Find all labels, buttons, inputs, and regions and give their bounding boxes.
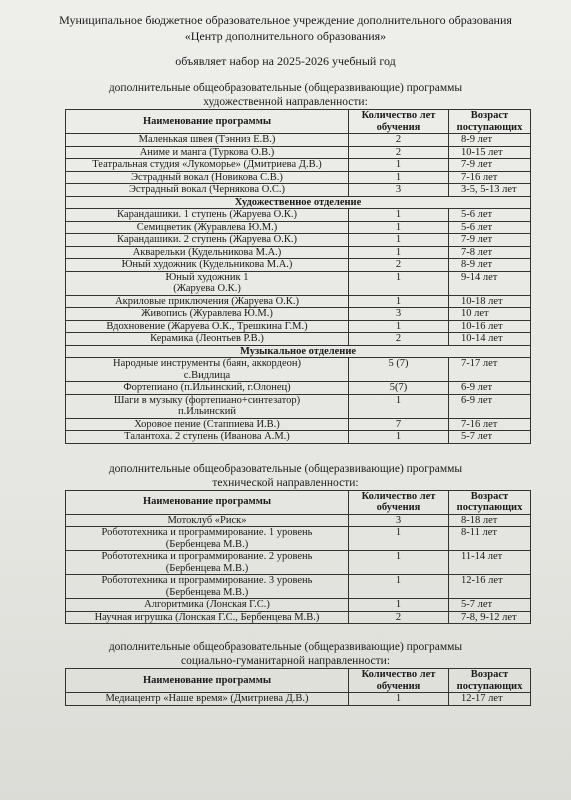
age-cell: 5-7 лет xyxy=(449,599,531,612)
table-header-row xyxy=(66,490,531,514)
program-name-cell xyxy=(66,295,349,308)
age-cell: 12-17 лет xyxy=(449,693,531,706)
program-name-cell xyxy=(66,308,349,321)
years-cell: 1 xyxy=(349,527,449,551)
institution-name: Муниципальное бюджетное образовательное учреждение дополнительного образования xyxy=(59,13,512,27)
program-name-cell xyxy=(66,184,349,197)
table-row xyxy=(66,146,531,159)
program-name-cell xyxy=(66,333,349,346)
program-name-cell xyxy=(66,527,349,551)
age-cell: 7-9 лет xyxy=(449,159,531,172)
programs-table xyxy=(65,490,531,625)
program-name-line2: п.Ильинский xyxy=(177,406,237,417)
table-row xyxy=(66,308,531,321)
age-cell: 8-18 лет xyxy=(449,514,531,527)
age-cell: 7-9 лет xyxy=(449,234,531,247)
program-name: Юный художник 1 xyxy=(165,271,249,283)
program-name-cell xyxy=(66,394,349,418)
column-header-years: Количество лет обучения xyxy=(349,669,449,693)
years-cell: 1 xyxy=(349,295,449,308)
program-name-cell xyxy=(66,146,349,159)
table-row xyxy=(66,611,531,624)
program-name-cell xyxy=(66,611,349,624)
age-cell: 8-9 лет xyxy=(449,134,531,147)
table-row xyxy=(66,382,531,395)
table-row xyxy=(66,246,531,259)
program-name: Шаги в музыку (фортепиано+синтезатор) xyxy=(113,394,301,406)
program-name: Эстрадный вокал (Новикова С.В.) xyxy=(131,171,283,183)
years-cell: 5 (7) xyxy=(349,358,449,382)
section-title: дополнительные общеобразовательные (общеразвивающие) программы xyxy=(108,462,463,475)
years-cell: 7 xyxy=(349,418,449,431)
program-name: Вдохновение (Жаруева О.К., Трешкина Г.М.) xyxy=(106,320,308,332)
years-cell: 1 xyxy=(349,246,449,259)
table-row xyxy=(66,259,531,272)
years-cell: 1 xyxy=(349,159,449,172)
age-cell: 10-14 лет xyxy=(449,333,531,346)
table-row xyxy=(66,184,531,197)
age-cell: 6-9 лет xyxy=(449,394,531,418)
program-name-cell xyxy=(66,159,349,172)
age-cell: 7-8, 9-12 лет xyxy=(449,611,531,624)
age-cell: 7-16 лет xyxy=(449,418,531,431)
table-row xyxy=(66,295,531,308)
table-row xyxy=(66,271,531,295)
age-cell: 10 лет xyxy=(449,308,531,321)
table-row xyxy=(66,551,531,575)
table-row xyxy=(66,221,531,234)
programs-table xyxy=(65,109,531,444)
program-name-cell xyxy=(66,599,349,612)
program-name-cell xyxy=(66,271,349,295)
program-name: Медиацентр «Наше время» (Дмитриева Д.В.) xyxy=(105,693,309,704)
program-name: Алгоритмика (Лонская Г.С.) xyxy=(144,599,270,610)
age-cell: 10-18 лет xyxy=(449,295,531,308)
program-name-cell xyxy=(66,418,349,431)
age-cell: 8-9 лет xyxy=(449,259,531,272)
program-name-cell xyxy=(66,246,349,259)
years-cell: 2 xyxy=(349,134,449,147)
age-cell: 9-14 лет xyxy=(449,271,531,295)
program-name-cell xyxy=(66,382,349,395)
table-row xyxy=(66,209,531,222)
column-header-age: Возраст поступающих xyxy=(449,669,531,693)
department-title: Музыкальное отделение xyxy=(66,345,531,358)
department-row xyxy=(66,196,531,209)
program-name: Мотоклуб «Риск» xyxy=(167,514,247,526)
institution-title: «Центр дополнительного образования» xyxy=(184,29,387,43)
program-name: Хоровое пение (Стаппиева И.В.) xyxy=(134,418,280,430)
program-name: Керамика (Леонтьев Р.В.) xyxy=(150,333,264,344)
age-cell: 7-16 лет xyxy=(449,171,531,184)
program-name: Робототехника и программирование. 1 уровень xyxy=(101,527,313,538)
program-name-line2: с.Видлица xyxy=(183,369,231,381)
years-cell: 1 xyxy=(349,599,449,612)
years-cell: 3 xyxy=(349,308,449,321)
program-name: Театральная студия «Лукоморье» (Дмитриева Д.В.) xyxy=(92,159,322,170)
table-row xyxy=(66,320,531,333)
section-title: дополнительные общеобразовательные (общеразвивающие) программы xyxy=(108,641,463,653)
program-name-cell xyxy=(66,234,349,247)
program-name: Народные инструменты (баян, аккордеон) xyxy=(112,358,302,369)
program-name-cell xyxy=(66,551,349,575)
program-name-cell xyxy=(66,171,349,184)
program-name-cell xyxy=(66,575,349,599)
program-name-line2: (Бербенцева М.В.) xyxy=(165,538,249,550)
section-title: дополнительные общеобразовательные (общеразвивающие) программы xyxy=(108,82,463,94)
years-cell: 2 xyxy=(349,611,449,624)
department-title: Художественное отделение xyxy=(66,196,531,209)
table-row xyxy=(66,159,531,172)
announcement: объявляет набор на 2025-2026 учебный год xyxy=(175,54,396,68)
age-cell: 3-5, 5-13 лет xyxy=(449,184,531,197)
years-cell: 5(7) xyxy=(349,382,449,395)
programs-table xyxy=(65,668,531,706)
program-name: Аниме и манга (Туркова О.В.) xyxy=(139,146,275,158)
program-name-cell xyxy=(66,259,349,272)
years-cell: 1 xyxy=(349,209,449,222)
section-subtitle: художественной направленности: xyxy=(203,96,368,108)
program-name: Карандашики. 1 ступень (Жаруева О.К.) xyxy=(117,209,297,220)
program-name-cell xyxy=(66,320,349,333)
program-name-cell xyxy=(66,514,349,527)
program-name-cell xyxy=(66,431,349,444)
table-row xyxy=(66,394,531,418)
table-row xyxy=(66,134,531,147)
years-cell: 1 xyxy=(349,271,449,295)
program-name: Семицветик (Журавлева Ю.М.) xyxy=(136,221,278,233)
years-cell: 1 xyxy=(349,693,449,706)
age-cell: 7-8 лет xyxy=(449,246,531,259)
column-header-age: Возраст поступающих xyxy=(449,110,531,134)
table-row xyxy=(66,575,531,599)
years-cell: 1 xyxy=(349,171,449,184)
program-name: Талантоха. 2 ступень (Иванова А.М.) xyxy=(124,431,290,442)
column-header-years: Количество лет обучения xyxy=(349,490,449,514)
age-cell: 10-15 лет xyxy=(449,146,531,159)
column-header-years: Количество лет обучения xyxy=(349,110,449,134)
program-name: Научная игрушка (Лонская Г.С., Бербенцева М.В.) xyxy=(94,611,320,623)
program-name-cell xyxy=(66,209,349,222)
table-row xyxy=(66,514,531,527)
program-name-line2: (Жаруева О.К.) xyxy=(173,283,241,294)
table-row xyxy=(66,693,531,706)
years-cell: 1 xyxy=(349,394,449,418)
program-name: Юный художник (Кудельникова М.А.) xyxy=(121,259,293,270)
program-name: Акриловые приключения (Жаруева О.К.) xyxy=(115,295,299,307)
program-name-cell xyxy=(66,358,349,382)
column-header-name: Наименование программы xyxy=(66,110,349,134)
table-row xyxy=(66,234,531,247)
years-cell: 3 xyxy=(349,514,449,527)
age-cell: 5-7 лет xyxy=(449,431,531,444)
table-header-row xyxy=(66,669,531,693)
program-sections xyxy=(18,69,553,706)
years-cell: 1 xyxy=(349,221,449,234)
program-name-line2: (Бербенцева М.В.) xyxy=(165,586,249,598)
program-name: Живопись (Журавлева Ю.М.) xyxy=(141,308,273,319)
age-cell: 12-16 лет xyxy=(449,575,531,599)
program-name: Робототехника и программирование. 3 уровень xyxy=(101,575,313,586)
program-name-line2: (Бербенцева М.В.) xyxy=(165,562,249,574)
age-cell: 10-16 лет xyxy=(449,320,531,333)
department-row xyxy=(66,345,531,358)
age-cell: 8-11 лет xyxy=(449,527,531,551)
age-cell: 5-6 лет xyxy=(449,221,531,234)
document-header xyxy=(18,12,553,69)
table-row xyxy=(66,358,531,382)
program-name-cell xyxy=(66,221,349,234)
section-subtitle: социально-гуманитарной направленности: xyxy=(180,655,391,667)
table-row xyxy=(66,418,531,431)
table-row xyxy=(66,527,531,551)
years-cell: 2 xyxy=(349,146,449,159)
column-header-name: Наименование программы xyxy=(66,669,349,693)
age-cell: 6-9 лет xyxy=(449,382,531,395)
age-cell: 7-17 лет xyxy=(449,358,531,382)
table-header-row xyxy=(66,110,531,134)
years-cell: 1 xyxy=(349,551,449,575)
program-name: Акварельки (Кудельникова М.А.) xyxy=(132,246,282,258)
years-cell: 2 xyxy=(349,259,449,272)
age-cell: 5-6 лет xyxy=(449,209,531,222)
program-name-cell xyxy=(66,134,349,147)
table-row xyxy=(66,333,531,346)
years-cell: 2 xyxy=(349,333,449,346)
program-name: Фортепиано (п.Ильинский, г.Олонец) xyxy=(123,382,291,393)
program-name-cell xyxy=(66,693,349,706)
years-cell: 3 xyxy=(349,184,449,197)
program-name: Маленькая швея (Тэнниз Е.В.) xyxy=(138,134,276,145)
age-cell: 11-14 лет xyxy=(449,551,531,575)
program-name: Эстрадный вокал (Чернякова О.С.) xyxy=(128,184,286,195)
column-header-name: Наименование программы xyxy=(66,490,349,514)
table-row xyxy=(66,431,531,444)
years-cell: 1 xyxy=(349,234,449,247)
years-cell: 1 xyxy=(349,575,449,599)
years-cell: 1 xyxy=(349,320,449,333)
column-header-age: Возраст поступающих xyxy=(449,490,531,514)
program-name: Карандашики. 2 ступень (Жаруева О.К.) xyxy=(117,234,297,245)
table-row xyxy=(66,171,531,184)
section-subtitle: технической направленности: xyxy=(212,476,359,489)
program-name: Робототехника и программирование. 2 уровень xyxy=(101,551,313,562)
years-cell: 1 xyxy=(349,431,449,444)
table-row xyxy=(66,599,531,612)
